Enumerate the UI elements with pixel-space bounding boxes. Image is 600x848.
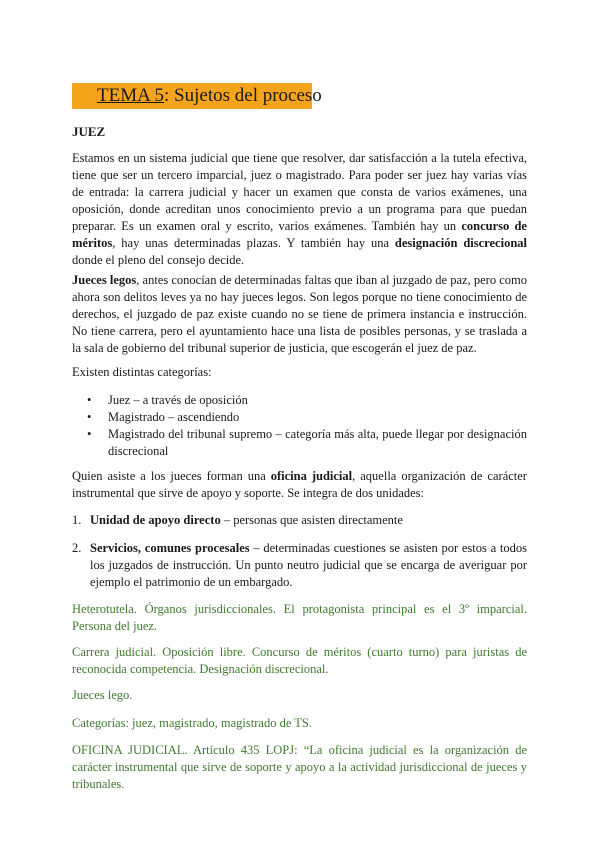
note-heterotutela: Heterotutela. Órganos jurisdiccionales. El protagonista principal es el 3º imparcial. Persona del juez. (72, 602, 527, 633)
units-list-1 (72, 512, 527, 529)
p1-text-c: , hay unas determinadas plazas. Y también hay una (112, 236, 395, 250)
note-carrera: Carrera judicial. Oposición libre. Concurso de méritos (cuarto turno) para juristas de reconocida competencia. Designación discrecional. (72, 645, 527, 676)
paragraph-jueces-legos (72, 272, 527, 357)
p2-text-b: , antes conocían de determinadas faltas que iban al juzgado de paz, pero como ahora son delitos leves ya no hay jueces legos. Son legos porque no tiene conocimiento de derechos, el juzgado de paz existe cuando no se tiene de primera instancia e instrucción. No tiene carrera, pero el ayuntamiento hace una lista de posibles personas, y se traslada a la sala de gobierno del tribunal superior de justicia, que escogerán el juez de paz. (72, 273, 527, 355)
title-prefix: TEMA 5 (97, 85, 165, 106)
list-item: • Juez – a través de oposición (72, 392, 527, 409)
p4-text-c: , aquella organización de carácter instrumental que sirve de apoyo y soporte. Se integra de dos unidades: (72, 469, 527, 500)
p1-text-a: Estamos en un sistema judicial que tiene que resolver, dar satisfacción a la tutela efectiva, tiene que ser un tercero imparcial, juez o magistrado. Para poder ser juez hay varias vías de entrada: la carrera judicial y hacer un examen que consta de varios exámenes, una oposición, donde acreditan unos conocimiento previo a un programa para que puedan preparar. Es un examen oral y escrito, varios exámenes. También hay un (72, 151, 527, 233)
list-bold: Servicios, comunes procesales (90, 541, 250, 555)
list-number: 2. (72, 541, 82, 555)
section-heading: JUEZ (72, 124, 106, 139)
p2-bold-a: Jueces legos (72, 273, 137, 287)
note-categorias: Categorías: juez, magistrado, magistrado de TS. (72, 716, 312, 730)
list-text: – determinadas cuestiones se asisten por estos a todos los juzgados de instrucción. Un punto neutro judicial que se encarga de averiguar por ejemplo el patrimonio de un embargado. (90, 541, 527, 589)
list-item: • Magistrado – ascendiendo (72, 409, 527, 426)
title-rest: : Sujetos del proceso (164, 85, 322, 106)
list-number: 1. (72, 513, 82, 527)
page-title (97, 85, 322, 107)
p4-bold-b: oficina judicial (270, 469, 353, 483)
p1-text-e: donde el pleno del consejo decide. (72, 253, 245, 267)
units-list-2 (72, 540, 527, 591)
list-item (72, 512, 527, 529)
note-oficina-judicial: OFICINA JUDICIAL. Artículo 435 LOPJ: “La oficina judicial es la organización de carácter instrumental que sirve de soporte y apoyo a la actividad jurisdiccional de jueces y tribunales. (72, 743, 527, 791)
list-item (72, 540, 527, 591)
list-item: • Magistrado del tribunal supremo – categoría más alta, puede llegar por designación discrecional (72, 426, 527, 460)
p1-bold-b: concurso de méritos (72, 219, 527, 250)
paragraph-oficina (72, 468, 527, 502)
p4-text-a: Quien asiste a los jueces forman una (72, 469, 271, 483)
list-bold: Unidad de apoyo directo (90, 513, 221, 527)
list-text: – personas que asisten directamente (220, 513, 403, 527)
categories-list (72, 392, 527, 460)
paragraph-categorias: Existen distintas categorías: (72, 365, 212, 379)
paragraph-juez (72, 150, 527, 269)
note-jueces-lego: Jueces lego. (72, 688, 133, 702)
p1-bold-d: designación discrecional (394, 236, 527, 250)
